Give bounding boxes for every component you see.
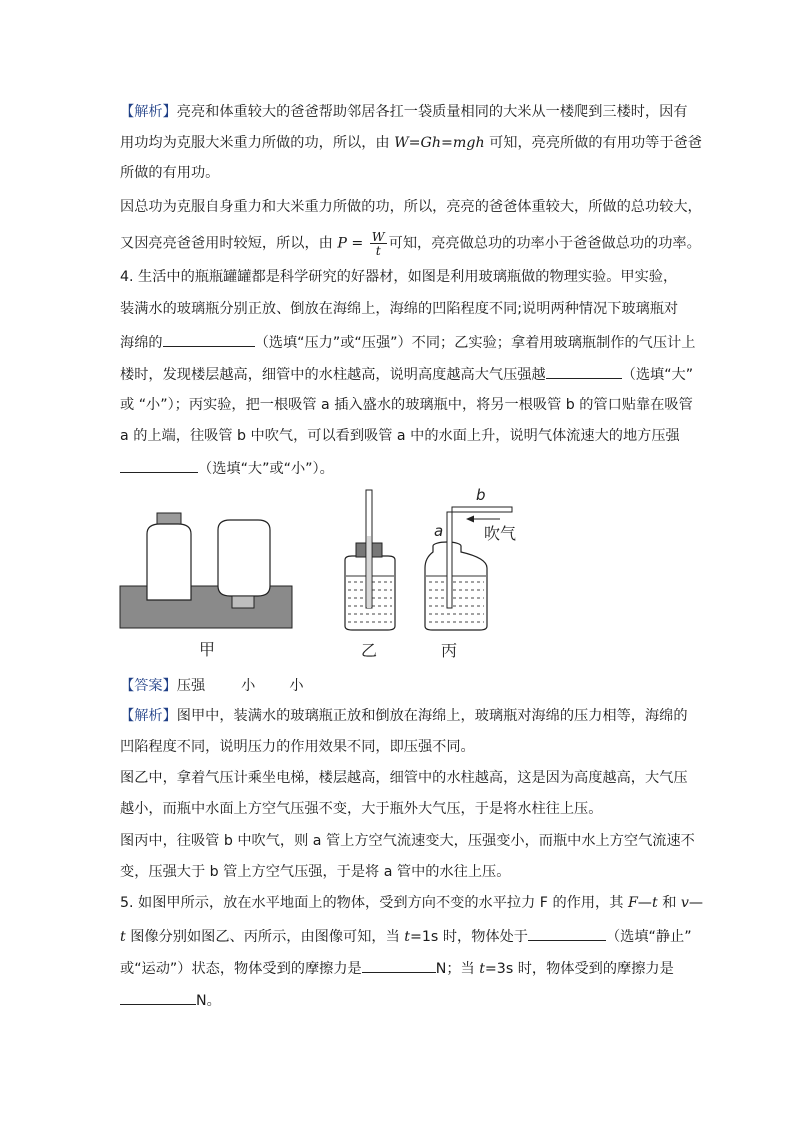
text: （选填“静止”: [605, 929, 692, 945]
text: 因总功为克服自身重力和大米重力所做的功，所以，亮亮的爸爸体重较大，所做的总功较大，: [120, 199, 702, 215]
inverted-bottle: [218, 520, 270, 596]
analysis-line: [120, 198, 720, 217]
formula-var: P: [337, 235, 347, 252]
answer-line: [120, 677, 720, 696]
analysis-line: [120, 738, 720, 757]
answer-1: 压强: [176, 678, 206, 694]
text: 图乙中，拿着气压计乘坐电梯，楼层越高，细管中的水柱越高，这是因为高度越高，大气压: [120, 770, 688, 786]
question-line: [120, 926, 720, 947]
question-line: [120, 332, 720, 353]
label-bing: 丙: [441, 641, 458, 660]
text: （选填“压力”或“压强”）不同；乙实验；拿着用玻璃瓶制作的气压计上: [254, 335, 696, 351]
blow-arrowhead: [466, 516, 474, 523]
formula-var: F: [627, 895, 638, 911]
text: 用功均为克服大米重力所做的功，所以，由: [120, 135, 395, 151]
text: 楼时，发现楼层越高，细管中的水柱越高，说明高度越高大气压强越: [120, 367, 546, 383]
tube-water-column: [367, 536, 371, 608]
power-fraction: [370, 230, 387, 257]
text: a 的上端，往吸管 b 中吹气，可以看到吸管 a 中的水面上升，说明气体流速大的地方压强: [120, 428, 680, 444]
question-line: [120, 396, 720, 415]
text: （选填“大”: [621, 367, 694, 383]
formula-var: t: [479, 961, 485, 977]
question-line: [120, 364, 720, 385]
text: —: [637, 895, 652, 911]
formula-var: t: [404, 929, 410, 945]
text: 和: [657, 895, 681, 911]
experiment-figure: [110, 482, 550, 664]
numerator: W: [371, 229, 385, 244]
answer-blank[interactable]: [120, 990, 196, 1005]
jia-setup: [120, 513, 292, 628]
text: 海绵的: [120, 335, 163, 351]
text: =: [346, 235, 368, 252]
analysis-line: [120, 134, 720, 153]
formula-var: t: [120, 929, 126, 945]
formula: W=Gh=mgh: [394, 135, 485, 151]
question-line: [120, 894, 720, 913]
text: 可知，亮亮所做的有用功等于爸爸: [484, 135, 702, 151]
text: 5. 如图甲所示，放在水平地面上的物体，受到方向不变的水平拉力 F 的作用，其: [120, 895, 628, 911]
text: （选填“大”或“小”）。: [198, 461, 334, 477]
answer-blank[interactable]: [528, 926, 606, 941]
straw-b: [452, 507, 512, 512]
question-line: [120, 427, 720, 446]
upright-bottle: [147, 524, 191, 600]
label-b: b: [476, 486, 486, 504]
question-line: [120, 958, 720, 979]
label-jia: 甲: [199, 640, 216, 659]
text: 变，压强大于 b 管上方空气压强，于是将 a 管中的水往上压。: [120, 864, 511, 880]
question-line: [120, 268, 720, 287]
text: 图像分别如图乙、丙所示，由图像可知，当: [125, 929, 405, 945]
yi-setup: [345, 490, 395, 630]
bing-setup: [425, 486, 516, 630]
analysis-tag: 【解析】: [120, 104, 177, 120]
text: 亮亮和体重较大的爸爸帮助邻居各扛一袋质量相同的大米从一楼爬到三楼时，因有: [176, 104, 688, 120]
inverted-bottle-cap: [232, 596, 254, 608]
label-yi: 乙: [361, 641, 378, 660]
text: 图甲中，装满水的玻璃瓶正放和倒放在海绵上，玻璃瓶对海绵的压力相等，海绵的: [176, 708, 688, 724]
analysis-line: [120, 832, 720, 851]
question-line: [120, 300, 720, 319]
question-line: [120, 458, 720, 479]
text: =1s 时，物体处于: [410, 929, 528, 945]
formula-var: v: [680, 895, 689, 911]
text: 装满水的玻璃瓶分别正放、倒放在海绵上，海绵的凹陷程度不同;说明两种情况下玻璃瓶对: [120, 301, 679, 317]
straw-a: [447, 512, 452, 608]
question-line: [120, 990, 720, 1011]
text: 图丙中，往吸管 b 中吹气，则 a 管上方空气流速变大，压强变小，而瓶中水上方空气流速不: [120, 833, 695, 849]
answer-blank[interactable]: [362, 958, 436, 973]
text: 4. 生活中的瓶瓶罐罐都是科学研究的好器材，如图是利用玻璃瓶做的物理实验。甲实验，: [120, 269, 678, 285]
text: 越小，而瓶中水面上方空气压强不变，大于瓶外大气压，于是将水柱往上压。: [120, 801, 603, 817]
text: 或 “小”）；丙实验，把一根吸管 a 插入盛水的玻璃瓶中，将另一根吸管 b 的管口贴靠在吸管: [120, 397, 693, 413]
answer-3: 小: [289, 678, 304, 694]
text: =3s 时，物体受到的摩擦力是: [484, 961, 674, 977]
upright-bottle-cap: [157, 513, 181, 525]
answer-blank[interactable]: [546, 364, 622, 379]
analysis-line: [120, 800, 720, 819]
text: N；当: [435, 961, 480, 977]
answer-2: 小: [241, 678, 256, 694]
text: 凹陷程度不同，说明压力的作用效果不同，即压强不同。: [120, 739, 475, 755]
answer-blank[interactable]: [120, 458, 198, 473]
analysis-line: [120, 103, 720, 122]
text: 可知，亮亮做总功的功率小于爸爸做总功的功率。: [388, 235, 701, 252]
answer-blank[interactable]: [163, 332, 255, 347]
text: —: [688, 895, 704, 911]
analysis-line: [120, 230, 720, 257]
text: 所做的有用功。: [120, 165, 220, 181]
text: 或“运动”）状态，物体受到的摩擦力是: [120, 961, 362, 977]
label-a: a: [434, 522, 444, 540]
text: 又因亮亮爸爸用时较短，所以，由: [120, 235, 338, 252]
analysis-line: [120, 164, 720, 183]
analysis-line: [120, 707, 720, 726]
analysis-line: [120, 769, 720, 788]
answer-tag: 【答案】: [120, 678, 177, 694]
formula-var: t: [651, 895, 658, 911]
analysis-line: [120, 863, 720, 882]
text: N。: [196, 993, 221, 1009]
flow-bottle: [425, 546, 487, 630]
analysis-tag: 【解析】: [120, 708, 177, 724]
denominator: t: [375, 243, 381, 258]
label-blow: 吹气: [484, 524, 517, 543]
